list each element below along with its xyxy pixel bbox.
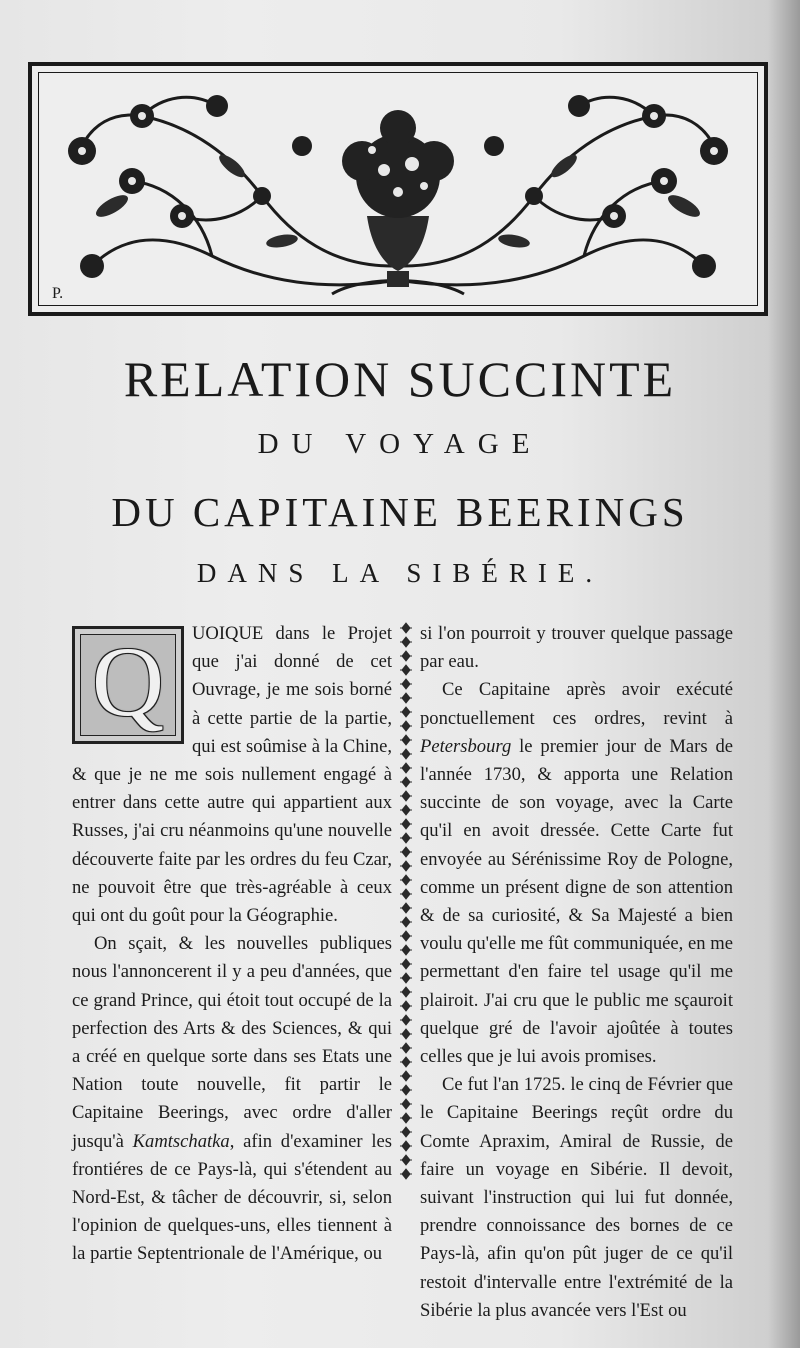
paragraph: UOIQUE dans le Projet que j'ai donné de cet Ouvrage, je me sois borné à cette partie de la partie, qui est soûmise à la Chine, & que je ne me sois nullement engagé à entrer dans cette autre qui appartient aux Russes, j'ai cru néanmoins qu'une nouvelle découverte faite par les ordres du feu Czar, ne pouvoit être que très-agréable à ceux qui ont du goût pour la Géographie. [72, 623, 392, 927]
column-divider-ornament-icon [398, 622, 414, 1182]
paragraph [72, 930, 392, 1268]
title-line-2: DU VOYAGE [257, 428, 543, 460]
place-name: Kamtschatka [132, 1130, 230, 1152]
paragraph-text: , afin d'examiner les frontiéres de ce Pays-là, qui s'étendent au Nord-Est, & tâcher de découvrir, si, selon l'opinion de quelques-uns, elles tiennent à la partie Septentrionale de l'Amérique, ou [72, 1130, 392, 1265]
title-line-1: RELATION SUCCINTE [123, 351, 677, 407]
paragraph-text: On sçait, & les nouvelles publiques nous l'annoncerent il y a peu d'années, que ce grand Prince, qui étoit tout occupé de la perfection des Arts & des Sciences, & qui a créé en quelque sorte dans ses Etats une Nation toute nouvelle, fit partir le Capitaine Beerings, avec ordre d'aller jusqu'à [72, 933, 392, 1152]
left-column [72, 620, 392, 1269]
paragraph: si l'on pourroit y trouver quelque passage par eau. [420, 623, 733, 673]
paragraph-text: Ce Capitaine après avoir exécuté ponctuellement ces ordres, revint à [420, 679, 733, 729]
floral-ornament-band [28, 62, 768, 316]
drop-cap-letter: Q [91, 626, 165, 737]
title-line-4: DANS LA SIBÉRIE. [196, 558, 604, 588]
ornament-signature: P. [52, 285, 64, 302]
title-line-3: DU CAPITAINE BEERINGS [111, 489, 689, 535]
paragraph [420, 676, 733, 1071]
place-name: Petersbourg [420, 735, 512, 757]
paragraph: Ce fut l'an 1725. le cinq de Février que le Capitaine Beerings reçût ordre du Comte Apraxim, Amiral de Russie, de faire un voyage en Sibérie. Il devoit, suivant l'instruction qui lui fut donnée, prendre connoissance des bornes de ce Pays-là, afin qu'on pût juger de ce qu'il restoit d'intervalle entre l'extrémité de la Sibérie la plus avancée vers l'Est ou [420, 1074, 733, 1321]
drop-cap [72, 626, 184, 744]
right-column [420, 620, 733, 1325]
floral-vase-ornament-icon [32, 66, 764, 312]
paragraph-text: le premier jour de Mars de l'année 1730, & apporta une Relation succinte de son voyage, avec la Carte qu'il en avoit dressée. Cette Carte fut envoyée au Sérénissime Roy de Pologne, comme un présent digne de son attention & de sa curiosité, & Sa Majesté a bien voulu qu'elle me fût communiquée, en me permettant d'en faire tel usage qu'il me plairoit. J'ai cru que le public me sçauroit quelque gré de l'avoir ajoûtée à toutes celles que je lui avois promises. [420, 735, 733, 1068]
